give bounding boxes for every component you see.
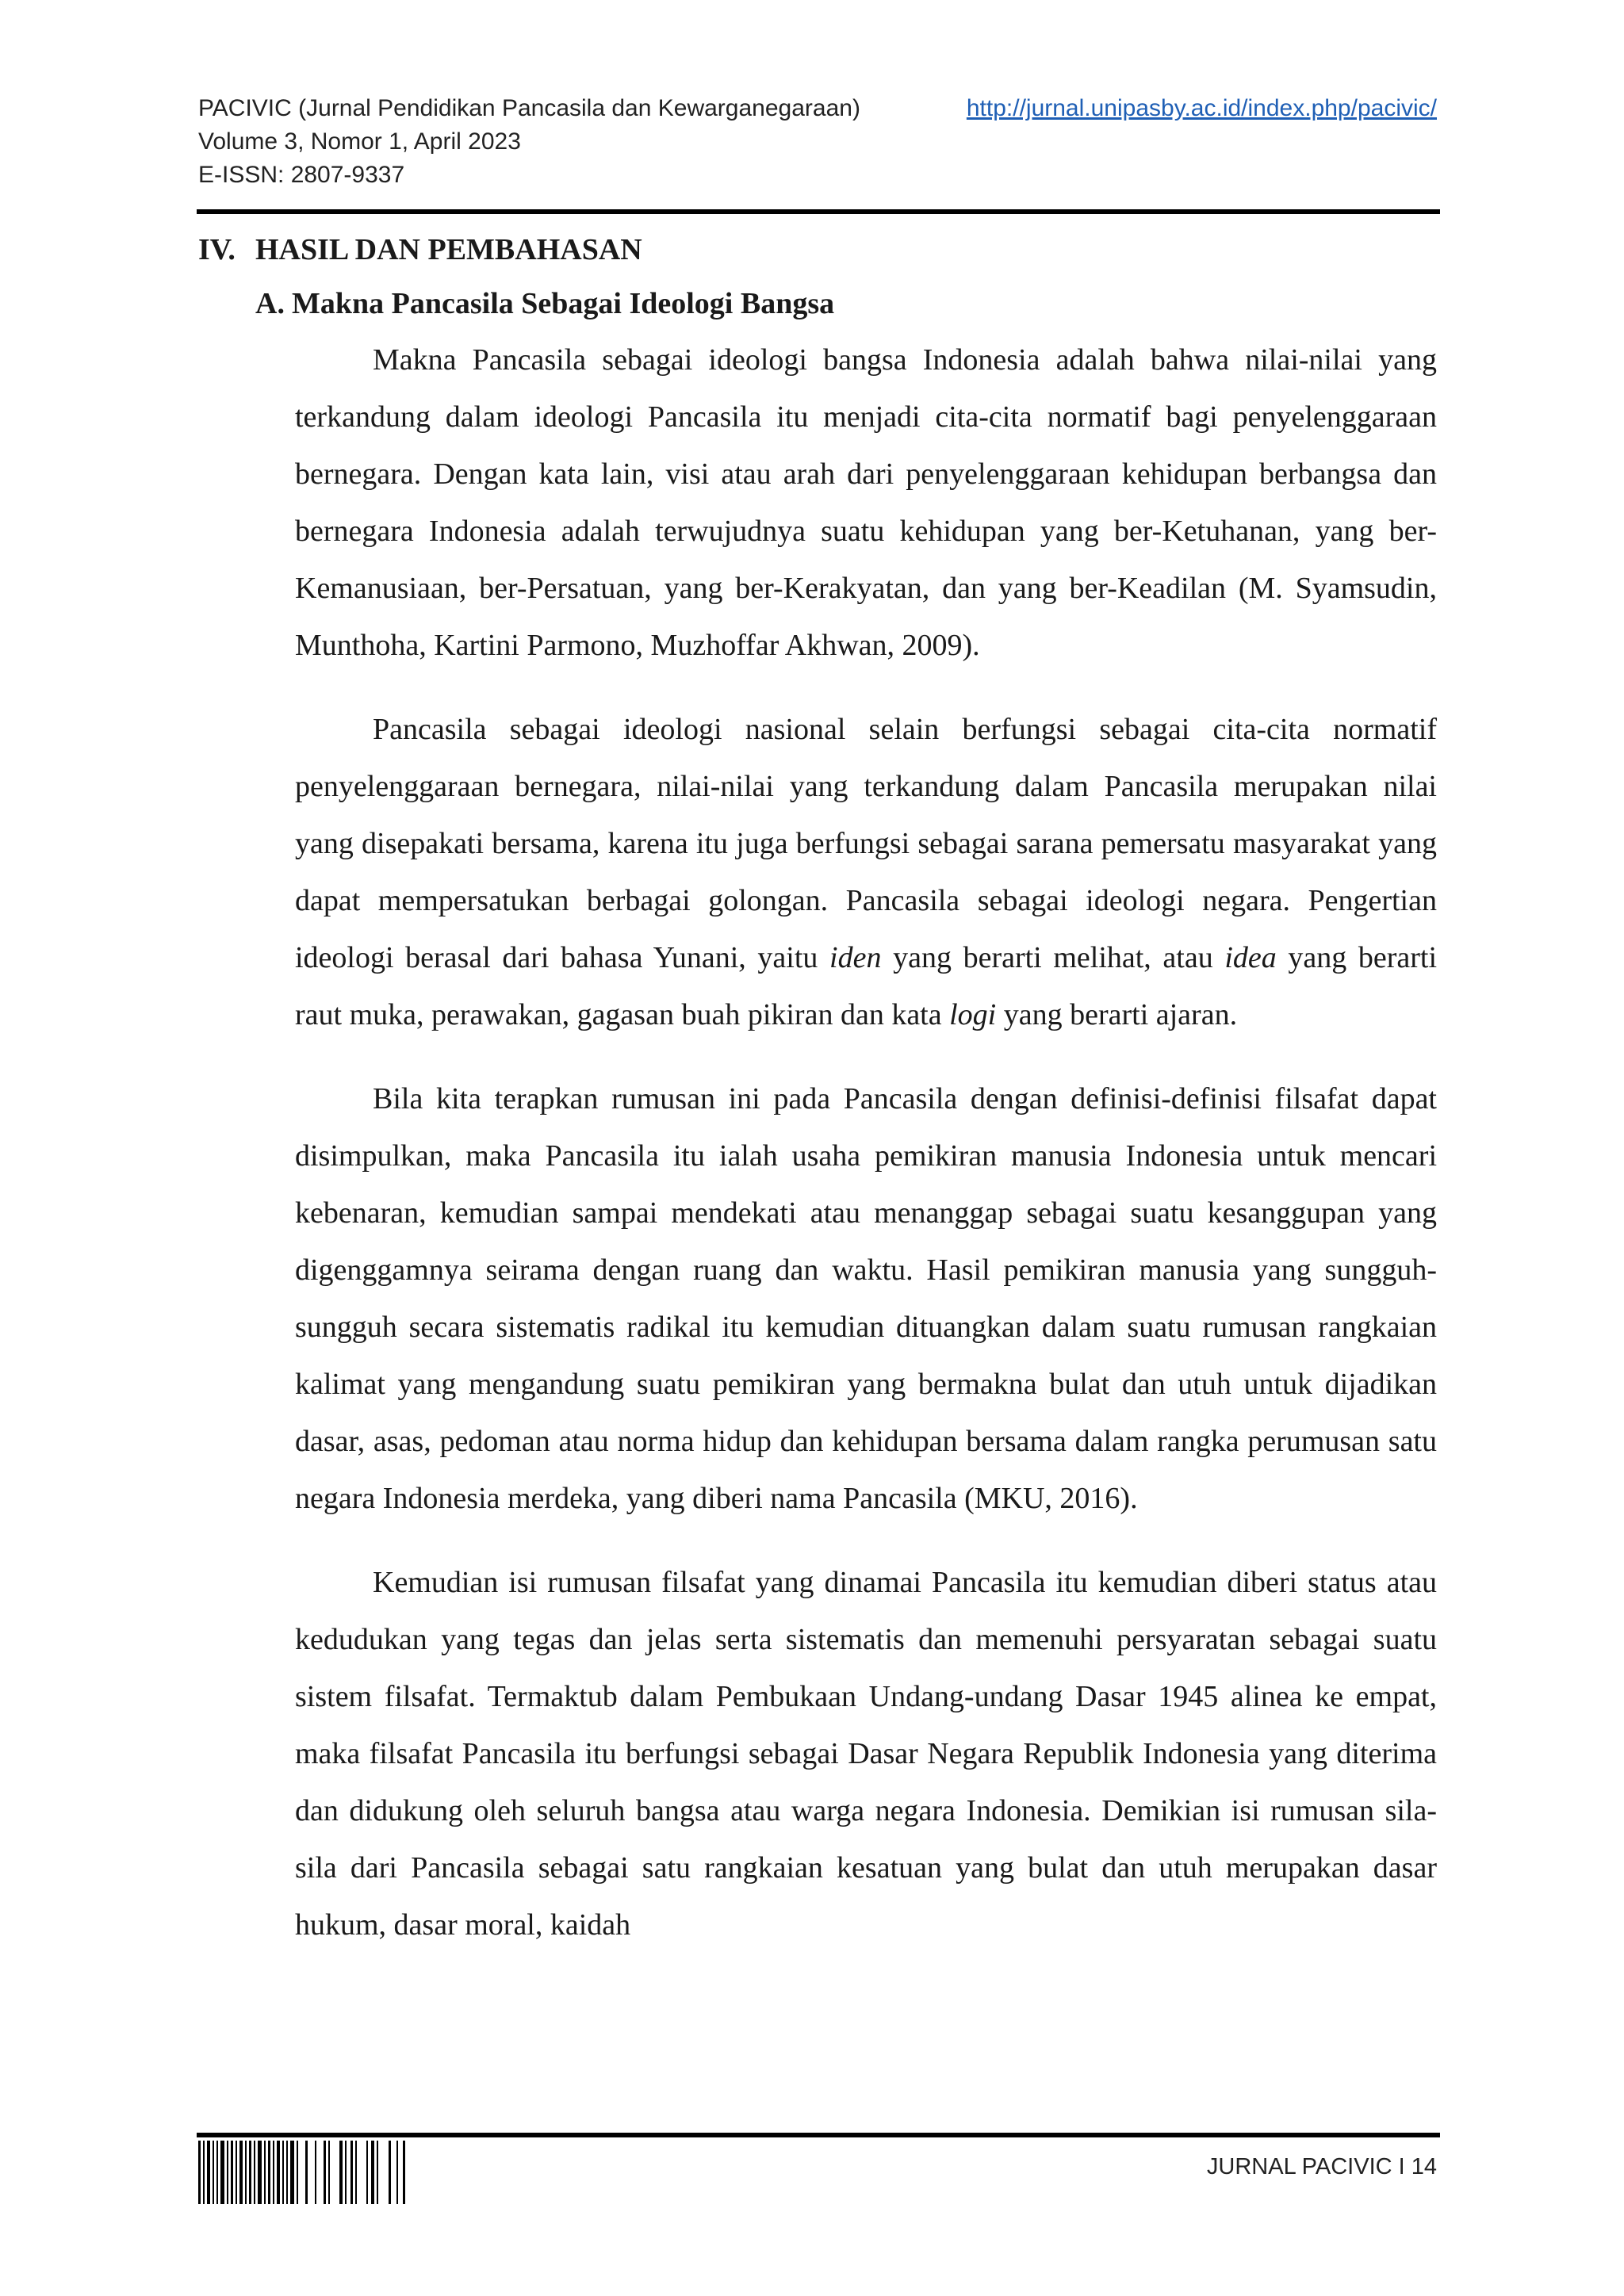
header-divider	[197, 209, 1440, 214]
page-header	[198, 92, 1437, 192]
barcode-icon	[198, 2141, 412, 2204]
subsection-number: A.	[255, 287, 285, 320]
paragraph-2-part-a: Pancasila sebagai ideologi nasional selain berfungsi sebagai cita-cita normatif penyelenggaraan bernegara, nilai-nilai yang terkandung dalam Pancasila merupakan nilai yang disepakati bersama, karena itu juga berfungsi sebagai sarana pemersatu masyarakat yang dapat mempersatukan berbagai golongan. Pancasila sebagai ideologi negara. Pengertian ideologi berasal dari bahasa Yunani, yaitu	[295, 713, 1437, 974]
page-number-label: JURNAL PACIVIC I 14	[1206, 2154, 1437, 2179]
term-logi: logi	[949, 998, 997, 1031]
section-heading	[198, 230, 1437, 270]
subsection-title: Makna Pancasila Sebagai Ideologi Bangsa	[292, 287, 835, 320]
section-number: IV.	[198, 233, 236, 266]
journal-name: PACIVIC (Jurnal Pendidikan Pancasila dan Kewarganegaraan)	[198, 95, 860, 121]
paragraph-2-part-b: yang berarti melihat, atau	[893, 941, 1213, 974]
paragraph-2-part-c: yang berarti raut muka, perawakan, gagasan buah pikiran dan kata	[295, 941, 1438, 1031]
section-title: HASIL DAN PEMBAHASAN	[255, 233, 642, 266]
article-body	[198, 230, 1437, 1980]
issn-info: E-ISSN: 2807-9337	[198, 162, 405, 188]
paragraph-3: Bila kita terapkan rumusan ini pada Pancasila dengan definisi-definisi filsafat dapat disimpulkan, maka Pancasila itu ialah usaha pemikiran manusia Indonesia untuk mencari kebenaran, kemudian sampai mendekati atau menanggap sebagai suatu kesanggupan yang digenggamnya seirama dengan ruang dan waktu. Hasil pemikiran manusia yang sungguh-sungguh secara sistematis radikal itu kemudian dituangkan dalam suatu rumusan rangkaian kalimat yang mengandung suatu pemikiran yang bermakna bulat dan utuh untuk dijadikan dasar, asas, pedoman atau norma hidup dan kehidupan bersama dalam rangka perumusan satu negara Indonesia merdeka, yang diberi nama Pancasila (MKU, 2016).	[295, 1082, 1437, 1515]
journal-url-link[interactable]: http://jurnal.unipasby.ac.id/index.php/pacivic/	[966, 95, 1437, 121]
term-idea: idea	[1224, 941, 1277, 974]
subsection-heading	[255, 284, 1437, 323]
paragraph-1: Makna Pancasila sebagai ideologi bangsa Indonesia adalah bahwa nilai-nilai yang terkandung dalam ideologi Pancasila itu menjadi cita-cita normatif bagi penyelenggaraan bernegara. Dengan kata lain, visi atau arah dari penyelenggaraan kehidupan berbangsa dan bernegara Indonesia adalah terwujudnya suatu kehidupan yang ber-Ketuhanan, yang ber-Kemanusiaan, ber-Persatuan, yang ber-Kerakyatan, dan yang ber-Keadilan (M. Syamsudin, Munthoha, Kartini Parmono, Muzhoffar Akhwan, 2009).	[295, 343, 1437, 662]
paragraph-4: Kemudian isi rumusan filsafat yang dinamai Pancasila itu kemudian diberi status atau kedudukan yang tegas dan jelas serta sistematis dan memenuhi persyaratan sebagai suatu sistem filsafat. Termaktub dalam Pembukaan Undang-undang Dasar 1945 alinea ke empat, maka filsafat Pancasila itu berfungsi sebagai Dasar Negara Republik Indonesia yang diterima dan didukung oleh seluruh bangsa atau warga negara Indonesia. Demikian isi rumusan sila-sila dari Pancasila sebagai satu rangkaian kesatuan yang bulat dan utuh merupakan dasar hukum, dasar moral, kaidah	[295, 1566, 1437, 1942]
page-footer	[198, 2137, 1437, 2208]
paragraph-2-part-d: yang berarti ajaran.	[1003, 998, 1238, 1031]
paragraph-2	[295, 701, 1437, 1043]
term-iden: iden	[829, 941, 882, 974]
volume-info: Volume 3, Nomor 1, April 2023	[198, 128, 521, 155]
